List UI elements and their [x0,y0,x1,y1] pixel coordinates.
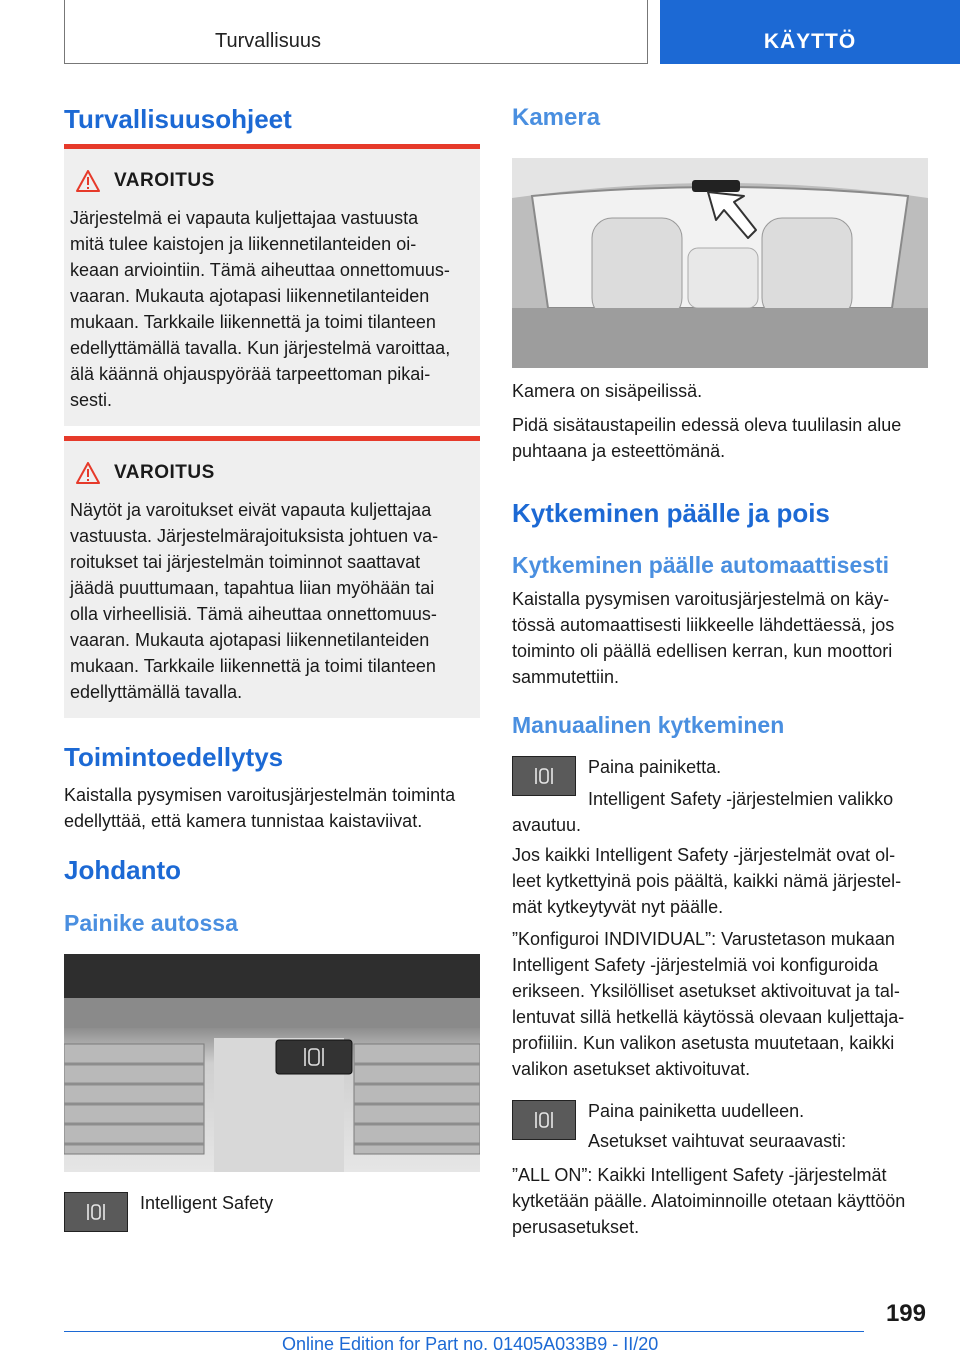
warning-icon [76,170,100,192]
text-line: Pidä sisätaustapeilin edessä oleva tuulilasin alue [512,415,902,435]
text-line: kytketään päälle. Alatoiminnoille otetaan käyttöön [512,1191,906,1211]
warning-icon [76,462,100,484]
warning-text-1 [70,205,476,413]
warning-line: olla virheellisiä. Tämä aiheuttaa onnettomuus- [70,604,437,624]
warning-box-1 [64,144,480,426]
warning-line: mitä tulee kaistojen ja liikennetilanteiden oi- [70,234,417,254]
auto-text [512,586,894,690]
lane-assist-icon [533,1109,555,1131]
button-photo [64,954,480,1172]
warning-line: älä käännä ohjauspyörää tarpeettoman pikai- [70,364,431,384]
dashboard-vents-illustration [64,954,480,1172]
warning-box-2 [64,436,480,718]
text-line: profiiliin. Kun valikon asetusta muutetaan, kaikki [512,1033,895,1053]
warning-line: edellyttämällä tavalla. Kun järjestelmä varoittaa, [70,338,451,358]
camera-text [512,378,901,464]
page-number: 199 [885,1300,926,1327]
manual-step-1: Paina painiketta. [588,757,722,777]
manual-step-2: Paina painiketta uudelleen. [588,1101,805,1121]
text-line: edellyttää, että kamera tunnistaa kaistaviivat. [64,811,423,831]
intelligent-safety-button-icon [64,1192,128,1232]
warning-line: mukaan. Tarkkaile liikennettä ja toimi tilanteen [70,656,436,676]
intelligent-safety-button-icon [512,1100,576,1140]
lane-assist-icon [533,765,555,787]
intelligent-safety-button-icon [512,756,576,796]
text-line: Kaistalla pysymisen varoitusjärjestelmän toiminta [64,785,456,805]
warning-label: VAROITUS [114,170,215,191]
subsection-title-manual: Manuaalinen kytkeminen [512,712,785,738]
button-caption: Intelligent Safety [140,1193,274,1213]
text-line: valikon asetukset aktivoituvat. [512,1059,751,1079]
text-line: puhtaana ja esteettömänä. [512,441,726,461]
text-line: toiminto oli päällä edellisen kerran, kun moottori [512,641,893,661]
subsection-title-button: Painike autossa [64,910,238,936]
warning-text-2 [70,497,476,705]
car-interior-illustration [512,158,928,368]
footer-divider [64,1331,864,1332]
warning-line: edellyttämällä tavalla. [70,682,243,702]
warning-line: sesti. [70,390,113,410]
section-title-safety: Turvallisuusohjeet [64,104,292,134]
manual-text [512,842,904,1082]
manual-step-1-result: Intelligent Safety -järjestelmien valikko [588,789,894,809]
lane-assist-icon [85,1201,107,1223]
warning-line: vastuusta. Järjestelmärajoituksista johtuen va- [70,526,439,546]
text-line: tössä automaattisesti liikkeelle lähdettäessä, jos [512,615,895,635]
warning-line: vaaran. Mukauta ajotapasi liikennetilanteiden [70,630,430,650]
text-line: Kamera on sisäpeilissä. [512,381,703,401]
section-title-switch: Kytkeminen päälle ja pois [512,498,830,528]
warning-line: Järjestelmä ei vapauta kuljettajaa vastuusta [70,208,419,228]
text-line: lentuvat sillä hetkellä käytössä olevaan kuljettaja- [512,1007,905,1027]
warning-label: VAROITUS [114,462,215,483]
warning-head-1 [76,169,215,193]
warning-line: jäädä puuttumaan, tapahtua liian myöhään tai [70,578,435,598]
text-line: Jos kaikki Intelligent Safety -järjestelmät ovat ol- [512,845,896,865]
text-line: sammutettiin. [512,667,620,687]
text-line: erikseen. Yksilölliset asetukset aktivoituvat ja tal- [512,981,900,1001]
header-frame [64,0,648,64]
prereq-text [64,782,484,834]
warning-line: roitukset tai järjestelmän toiminnot saattavat [70,552,421,572]
header-chapter: KÄYTTÖ [660,0,960,64]
subsection-title-auto: Kytkeminen päälle automaattisesti [512,552,890,578]
text-line: Intelligent Safety -järjestelmiä voi konfiguroida [512,955,879,975]
warning-line: Näytöt ja varoitukset eivät vapauta kuljettajaa [70,500,432,520]
manual-step-1-result-2: avautuu. [512,815,582,835]
all-on-text [512,1162,905,1240]
section-title-camera: Kamera [512,104,601,131]
section-title-intro: Johdanto [64,855,181,885]
text-line: mät kytkeytyvät nyt päälle. [512,897,724,917]
footer-edition: Online Edition for Part no. 01405A033B9 - II/20 [282,1334,659,1354]
manual-step-2-result: Asetukset vaihtuvat seuraavasti: [588,1131,847,1151]
warning-line: mukaan. Tarkkaile liikennettä ja toimi tilanteen [70,312,436,332]
header-section: Turvallisuus [215,30,321,52]
text-line: perusasetukset. [512,1217,640,1237]
text-line: leet kytkettyinä pois päältä, kaikki nämä järjestel- [512,871,902,891]
warning-head-2 [76,461,215,485]
camera-photo [512,158,928,368]
text-line: Kaistalla pysymisen varoitusjärjestelmä on käy- [512,589,890,609]
warning-line: vaaran. Mukauta ajotapasi liikennetilanteiden [70,286,430,306]
text-line: ”ALL ON”: Kaikki Intelligent Safety -järjestelmät [512,1165,887,1185]
warning-line: keaan arviointiin. Tämä aiheuttaa onnettomuus- [70,260,450,280]
text-line: ”Konfiguroi INDIVIDUAL”: Varustetason mukaan [512,929,895,949]
section-title-prereq: Toimintoedellytys [64,742,284,772]
